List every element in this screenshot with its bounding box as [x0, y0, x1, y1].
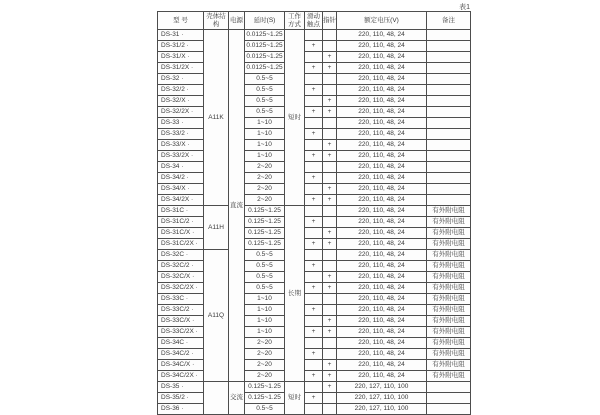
delay-cell: 0.0125~1.25 [245, 52, 285, 63]
table-row [158, 382, 471, 393]
remark-cell [427, 107, 471, 118]
voltage-cell: 220, 110, 48, 24 [337, 107, 427, 118]
pointer-cell: + [323, 239, 337, 250]
remark-cell [427, 52, 471, 63]
pointer-cell [323, 404, 337, 415]
pointer-cell [323, 118, 337, 129]
model-cell: DS-34/2 · [158, 173, 204, 184]
remark-cell: 有外附电阻 [427, 272, 471, 283]
header-slide: 滑动触点 [305, 12, 323, 30]
slide-contact-cell: + [305, 349, 323, 360]
remark-cell: 有外附电阻 [427, 316, 471, 327]
remark-cell [427, 404, 471, 415]
header-model: 型 号 [158, 12, 204, 30]
voltage-cell: 220, 110, 48, 24 [337, 360, 427, 371]
voltage-cell: 220, 110, 48, 24 [337, 52, 427, 63]
delay-cell: 1~10 [245, 140, 285, 151]
header-row [158, 12, 471, 30]
remark-cell: 有外附电阻 [427, 305, 471, 316]
voltage-cell: 220, 110, 48, 24 [337, 305, 427, 316]
pointer-cell [323, 85, 337, 96]
pointer-cell [323, 74, 337, 85]
delay-cell: 1~10 [245, 305, 285, 316]
voltage-cell: 220, 110, 48, 24 [337, 206, 427, 217]
delay-cell: 0.125~1.25 [245, 382, 285, 393]
shell-group-cell: A11Q [204, 250, 229, 382]
remark-cell [427, 118, 471, 129]
model-cell: DS-32C/2X · [158, 283, 204, 294]
model-cell: DS-33/X · [158, 140, 204, 151]
model-cell: DS-35 · [158, 382, 204, 393]
slide-contact-cell [305, 316, 323, 327]
pointer-cell [323, 217, 337, 228]
delay-cell: 0.125~1.25 [245, 393, 285, 404]
pointer-cell: + [323, 107, 337, 118]
slide-contact-cell: + [305, 305, 323, 316]
remark-cell [427, 195, 471, 206]
model-cell: DS-31C/X · [158, 228, 204, 239]
pointer-cell [323, 294, 337, 305]
slide-contact-cell: + [305, 217, 323, 228]
delay-cell: 1~10 [245, 151, 285, 162]
slide-contact-cell: + [305, 173, 323, 184]
slide-contact-cell [305, 250, 323, 261]
voltage-cell: 220, 110, 48, 24 [337, 140, 427, 151]
voltage-cell: 220, 110, 48, 24 [337, 217, 427, 228]
remark-cell: 有外附电阻 [427, 360, 471, 371]
delay-cell: 2~20 [245, 184, 285, 195]
delay-cell: 1~10 [245, 294, 285, 305]
header-mode: 工作方式 [285, 12, 305, 30]
spec-table [157, 11, 471, 415]
slide-contact-cell: + [305, 393, 323, 404]
model-cell: DS-33C/X · [158, 316, 204, 327]
slide-contact-cell: + [305, 239, 323, 250]
power-group-cell: 交流 [229, 382, 245, 415]
slide-contact-cell [305, 118, 323, 129]
slide-contact-cell [305, 96, 323, 107]
voltage-cell: 220, 110, 48, 24 [337, 96, 427, 107]
slide-contact-cell [305, 272, 323, 283]
slide-contact-cell: + [305, 129, 323, 140]
voltage-cell: 220, 110, 48, 24 [337, 129, 427, 140]
header-power: 电源 [229, 12, 245, 30]
remark-cell [427, 30, 471, 41]
slide-contact-cell [305, 294, 323, 305]
pointer-cell [323, 250, 337, 261]
model-cell: DS-36 · [158, 404, 204, 415]
pointer-cell [323, 162, 337, 173]
model-cell: DS-33 · [158, 118, 204, 129]
pointer-cell [323, 206, 337, 217]
remark-cell: 有外附电阻 [427, 261, 471, 272]
remark-cell: 有外附电阻 [427, 371, 471, 382]
remark-cell: 有外附电阻 [427, 239, 471, 250]
model-cell: DS-31 · [158, 30, 204, 41]
slide-contact-cell [305, 382, 323, 393]
delay-cell: 0.5~5 [245, 250, 285, 261]
slide-contact-cell [305, 140, 323, 151]
remark-cell: 有外附电阻 [427, 327, 471, 338]
voltage-cell: 220, 110, 48, 24 [337, 349, 427, 360]
voltage-cell: 220, 110, 48, 24 [337, 272, 427, 283]
delay-cell: 0.125~1.25 [245, 206, 285, 217]
model-cell: DS-33C/2X · [158, 327, 204, 338]
pointer-cell: + [323, 316, 337, 327]
remark-cell [427, 393, 471, 404]
voltage-cell: 220, 110, 48, 24 [337, 30, 427, 41]
voltage-cell: 220, 110, 48, 24 [337, 294, 427, 305]
model-cell: DS-32C · [158, 250, 204, 261]
pointer-cell: + [323, 371, 337, 382]
delay-cell: 1~10 [245, 118, 285, 129]
pointer-cell [323, 173, 337, 184]
voltage-cell: 220, 110, 48, 24 [337, 371, 427, 382]
delay-cell: 2~20 [245, 349, 285, 360]
header-delay: 延时(S) [245, 12, 285, 30]
remark-cell: 有外附电阻 [427, 217, 471, 228]
model-cell: DS-32C/2 · [158, 261, 204, 272]
delay-cell: 0.0125~1.25 [245, 41, 285, 52]
voltage-cell: 220, 110, 48, 24 [337, 184, 427, 195]
delay-cell: 0.0125~1.25 [245, 63, 285, 74]
table-row [158, 206, 471, 217]
model-cell: DS-32 · [158, 74, 204, 85]
model-cell: DS-34C/X · [158, 360, 204, 371]
model-cell: DS-34 · [158, 162, 204, 173]
delay-cell: 0.5~5 [245, 283, 285, 294]
voltage-cell: 220, 127, 110, 100 [337, 382, 427, 393]
pointer-cell: + [323, 382, 337, 393]
pointer-cell: + [323, 184, 337, 195]
pointer-cell [323, 30, 337, 41]
slide-contact-cell [305, 30, 323, 41]
voltage-cell: 220, 110, 48, 24 [337, 173, 427, 184]
slide-contact-cell: + [305, 85, 323, 96]
remark-cell [427, 85, 471, 96]
voltage-cell: 220, 110, 48, 24 [337, 41, 427, 52]
pointer-cell [323, 349, 337, 360]
pointer-cell: + [323, 283, 337, 294]
table-body [158, 30, 471, 415]
delay-cell: 1~10 [245, 316, 285, 327]
voltage-cell: 220, 110, 48, 24 [337, 151, 427, 162]
slide-contact-cell [305, 74, 323, 85]
pointer-cell: + [323, 63, 337, 74]
delay-cell: 0.5~5 [245, 404, 285, 415]
voltage-cell: 220, 127, 110, 100 [337, 404, 427, 415]
header-remark: 备注 [427, 12, 471, 30]
power-group-cell: 直流 [229, 30, 245, 382]
delay-cell: 2~20 [245, 338, 285, 349]
remark-cell: 有外附电阻 [427, 283, 471, 294]
slide-contact-cell [305, 338, 323, 349]
voltage-cell: 220, 110, 48, 24 [337, 63, 427, 74]
model-cell: DS-34C/2 · [158, 349, 204, 360]
pointer-cell [323, 305, 337, 316]
slide-contact-cell: + [305, 327, 323, 338]
model-cell: DS-32/2 · [158, 85, 204, 96]
header-shell: 壳体结构 [204, 12, 229, 30]
pointer-cell [323, 129, 337, 140]
voltage-cell: 220, 110, 48, 24 [337, 316, 427, 327]
slide-contact-cell: + [305, 107, 323, 118]
model-cell: DS-33/2 · [158, 129, 204, 140]
pointer-cell [323, 393, 337, 404]
table-caption: 表1 [459, 4, 470, 11]
remark-cell [427, 129, 471, 140]
slide-contact-cell: + [305, 283, 323, 294]
model-cell: DS-34C · [158, 338, 204, 349]
delay-cell: 0.125~1.25 [245, 239, 285, 250]
delay-cell: 0.5~5 [245, 85, 285, 96]
remark-cell [427, 41, 471, 52]
voltage-cell: 220, 110, 48, 24 [337, 327, 427, 338]
voltage-cell: 220, 110, 48, 24 [337, 118, 427, 129]
delay-cell: 0.125~1.25 [245, 217, 285, 228]
delay-cell: 2~20 [245, 162, 285, 173]
model-cell: DS-31C · [158, 206, 204, 217]
model-cell: DS-33/2X · [158, 151, 204, 162]
slide-contact-cell: + [305, 41, 323, 52]
shell-group-cell: A11K [204, 30, 229, 206]
voltage-cell: 220, 110, 48, 24 [337, 338, 427, 349]
remark-cell: 有外附电阻 [427, 338, 471, 349]
voltage-cell: 220, 110, 48, 24 [337, 250, 427, 261]
remark-cell: 有外附电阻 [427, 349, 471, 360]
remark-cell [427, 382, 471, 393]
slide-contact-cell: + [305, 195, 323, 206]
model-cell: DS-34/2X · [158, 195, 204, 206]
model-cell: DS-33C · [158, 294, 204, 305]
voltage-cell: 220, 110, 48, 24 [337, 195, 427, 206]
delay-cell: 1~10 [245, 129, 285, 140]
slide-contact-cell [305, 162, 323, 173]
remark-cell: 有外附电阻 [427, 228, 471, 239]
delay-cell: 0.5~5 [245, 107, 285, 118]
voltage-cell: 220, 110, 48, 24 [337, 283, 427, 294]
model-cell: DS-33C/2 · [158, 305, 204, 316]
pointer-cell: + [323, 195, 337, 206]
voltage-cell: 220, 110, 48, 24 [337, 74, 427, 85]
delay-cell: 0.0125~1.25 [245, 30, 285, 41]
remark-cell [427, 96, 471, 107]
pointer-cell: + [323, 140, 337, 151]
slide-contact-cell: + [305, 261, 323, 272]
voltage-cell: 220, 110, 48, 24 [337, 162, 427, 173]
remark-cell [427, 63, 471, 74]
delay-cell: 2~20 [245, 371, 285, 382]
slide-contact-cell [305, 360, 323, 371]
model-cell: DS-35/2 · [158, 393, 204, 404]
delay-cell: 1~10 [245, 327, 285, 338]
slide-contact-cell [305, 184, 323, 195]
slide-contact-cell: + [305, 63, 323, 74]
slide-contact-cell [305, 206, 323, 217]
delay-cell: 0.5~5 [245, 261, 285, 272]
remark-cell [427, 140, 471, 151]
model-cell: DS-31/2 · [158, 41, 204, 52]
pointer-cell: + [323, 52, 337, 63]
model-cell: DS-32/X · [158, 96, 204, 107]
header-voltage: 额定电压(V) [337, 12, 427, 30]
pointer-cell: + [323, 96, 337, 107]
delay-cell: 0.125~1.25 [245, 228, 285, 239]
slide-contact-cell: + [305, 371, 323, 382]
voltage-cell: 220, 127, 110, 100 [337, 393, 427, 404]
table-header [158, 12, 471, 30]
pointer-cell [323, 261, 337, 272]
header-pointer: 指针 [323, 12, 337, 30]
shell-group-cell: A11H [204, 206, 229, 250]
model-cell: DS-34C/2X · [158, 371, 204, 382]
pointer-cell: + [323, 228, 337, 239]
delay-cell: 2~20 [245, 360, 285, 371]
shell-group-cell [204, 382, 229, 415]
pointer-cell: + [323, 151, 337, 162]
mode-group-cell: 短时 [285, 30, 305, 206]
pointer-cell: + [323, 360, 337, 371]
remark-cell [427, 162, 471, 173]
model-cell: DS-34/X · [158, 184, 204, 195]
mode-group-cell: 短时 [285, 382, 305, 415]
mode-group-cell: 长期 [285, 206, 305, 382]
pointer-cell [323, 41, 337, 52]
model-cell: DS-32/2X · [158, 107, 204, 118]
remark-cell: 有外附电阻 [427, 294, 471, 305]
delay-cell: 2~20 [245, 195, 285, 206]
remark-cell: 有外附电阻 [427, 206, 471, 217]
delay-cell: 2~20 [245, 173, 285, 184]
voltage-cell: 220, 110, 48, 24 [337, 261, 427, 272]
model-cell: DS-32C/X · [158, 272, 204, 283]
voltage-cell: 220, 110, 48, 24 [337, 228, 427, 239]
slide-contact-cell: + [305, 151, 323, 162]
model-cell: DS-31C/2X · [158, 239, 204, 250]
slide-contact-cell [305, 228, 323, 239]
table-row [158, 30, 471, 41]
model-cell: DS-31/X · [158, 52, 204, 63]
slide-contact-cell [305, 404, 323, 415]
table-row [158, 250, 471, 261]
voltage-cell: 220, 110, 48, 24 [337, 85, 427, 96]
model-cell: DS-31C/2 · [158, 217, 204, 228]
remark-cell [427, 74, 471, 85]
delay-cell: 0.5~5 [245, 74, 285, 85]
remark-cell [427, 173, 471, 184]
pointer-cell: + [323, 327, 337, 338]
remark-cell [427, 184, 471, 195]
model-cell: DS-31/2X · [158, 63, 204, 74]
remark-cell: 有外附电阻 [427, 250, 471, 261]
pointer-cell: + [323, 272, 337, 283]
voltage-cell: 220, 110, 48, 24 [337, 239, 427, 250]
remark-cell [427, 151, 471, 162]
delay-cell: 0.5~5 [245, 96, 285, 107]
slide-contact-cell [305, 52, 323, 63]
pointer-cell [323, 338, 337, 349]
delay-cell: 0.5~5 [245, 272, 285, 283]
